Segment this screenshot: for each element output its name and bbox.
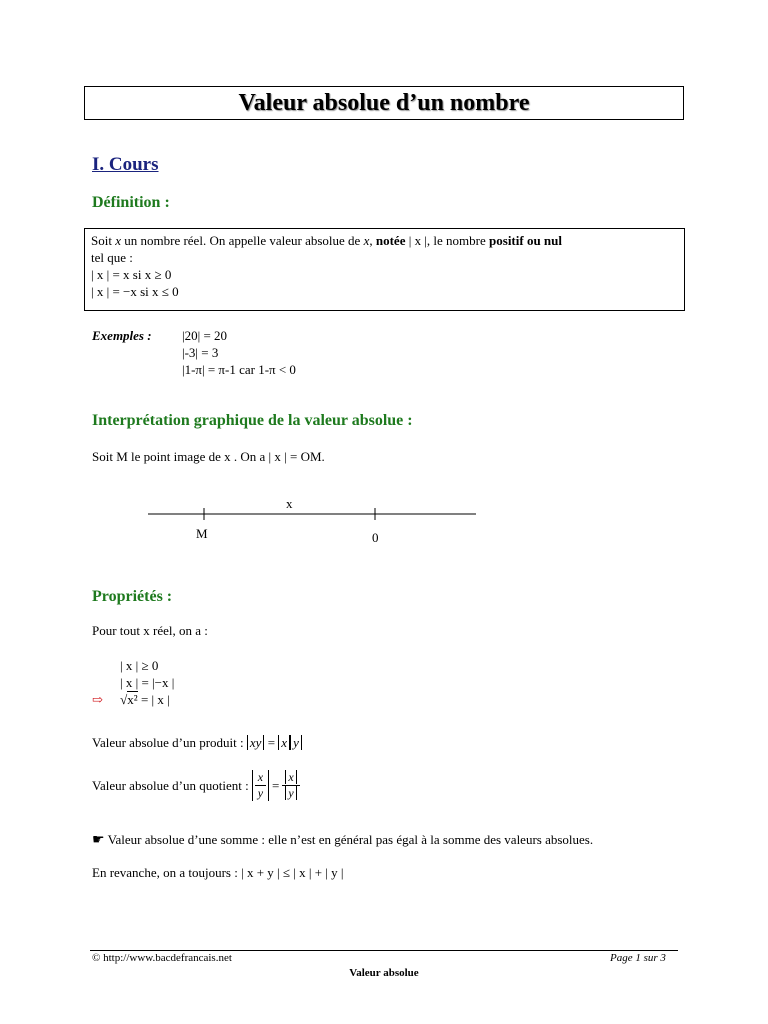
def-bold-1: notée [375,233,406,248]
arrow-icon: ⇨ [92,692,103,707]
def-bold-2: positif ou nul [489,233,563,248]
properties-heading: Propriétés : [92,588,173,605]
footer-divider [90,950,678,951]
definition-heading: Définition : [92,194,170,211]
quotient-lhs-den: y [257,786,264,800]
product-a: x [278,735,290,750]
definition-line-2: tel que : [91,250,133,265]
product-b: y [290,735,302,750]
definition-case-1: | x | = x si x ≥ 0 [91,267,172,282]
sum-property [92,832,652,848]
def-var-2: x [363,233,370,248]
quotient-rhs-num-wrap [282,770,299,786]
product-label: Valeur absolue d’un produit : [92,735,244,750]
product-lhs: xy [247,735,265,750]
footer-source-link[interactable]: © http://www.bacdefrancais.net [92,952,232,964]
example-1: |20| = 20 [182,328,228,343]
sum-inequality: En revanche, on a toujours : | x + y | ≤ | x | + | y | [92,865,344,880]
quotient-property [92,770,300,801]
footer-page-number: Page 1 sur 3 [610,952,666,964]
definition-box [84,228,685,311]
def-text-4: | x |, le nombre [408,233,486,248]
def-text-3: , [369,233,376,248]
property-3 [92,692,170,708]
interpretation-heading: Interprétation graphique de la valeur absolue : [92,412,413,429]
property-2: | x | = |−x | [120,675,175,690]
quotient-rhs-fraction [282,770,299,801]
number-line-x-label: x [286,496,293,511]
property-1: | x | ≥ 0 [120,658,159,673]
sqrt-symbol: √ [120,692,128,707]
properties-intro: Pour tout x réel, on a : [92,623,208,638]
sqrt-argument: x² [127,692,138,707]
hand-pointer-icon: ☛ [92,832,105,848]
quotient-lhs [252,770,269,801]
definition-case-2: | x | = −x si x ≤ 0 [91,284,179,299]
def-text-2: un nombre réel. On appelle valeur absolue de [124,233,361,248]
point-o-label: 0 [372,530,379,545]
page-title: Valeur absolue d’un nombre [238,89,530,116]
quotient-eq: = [272,777,280,793]
example-2: |-3| = 3 [182,345,219,360]
example-3: |1-π| = π-1 car 1-π < 0 [182,362,296,377]
sum-text: Valeur absolue d’une somme : elle n’est en général pas égal à la somme des valeurs absolues. [107,832,594,847]
number-line [140,492,490,552]
footer-document-title: Valeur absolue [349,967,419,979]
quotient-rhs-num: x [285,770,296,784]
quotient-lhs-fraction [255,770,266,801]
quotient-lhs-num: x [255,770,266,786]
product-eq: = [267,735,276,750]
quotient-rhs-den: y [285,786,296,800]
def-text-1: Soit [91,233,112,248]
product-property [92,734,302,751]
examples-label: Exemples : [92,328,152,343]
definition-line-1 [91,232,678,249]
property-3-rhs: = | x | [140,692,170,707]
interpretation-text: Soit M le point image de x . On a | x | = OM. [92,449,325,464]
def-var-1: x [115,233,121,248]
point-m-label: M [196,526,208,541]
section-heading: I. Cours [92,154,159,175]
title-box [84,86,684,120]
quotient-label: Valeur absolue d’un quotient : [92,777,249,793]
quotient-rhs-den-wrap [282,786,299,801]
